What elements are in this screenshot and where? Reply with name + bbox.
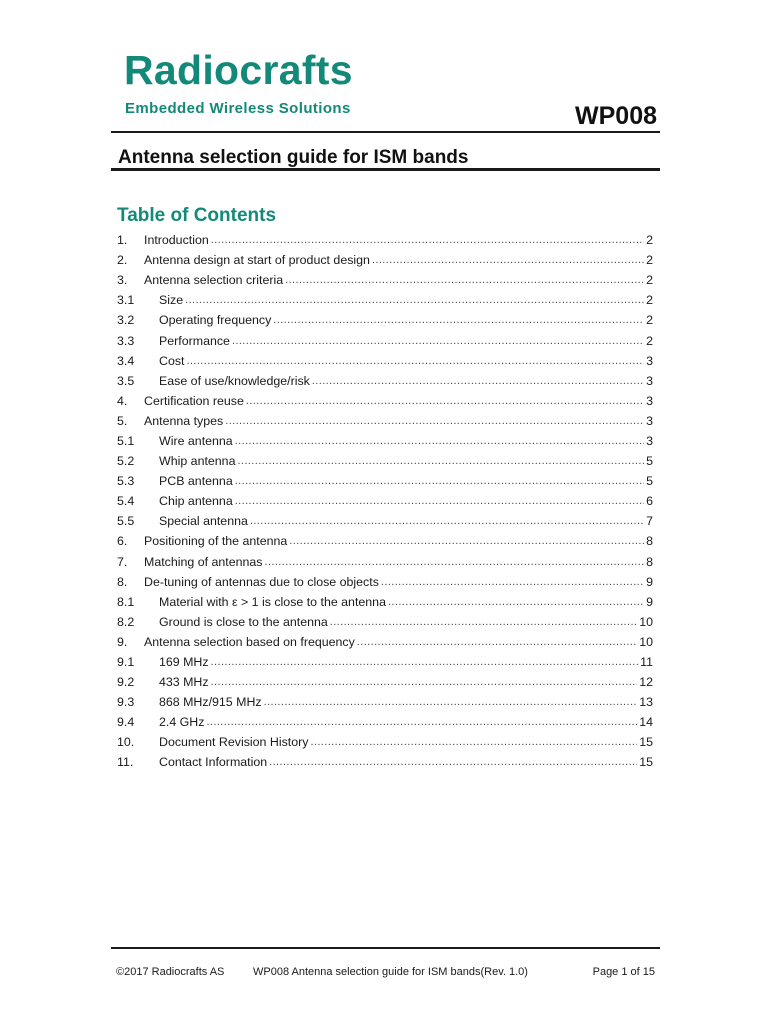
toc-entry[interactable] — [117, 351, 653, 371]
toc-entry-page: 9 — [646, 574, 653, 589]
toc-leader-dots — [246, 395, 644, 407]
toc-entry-page: 9 — [646, 594, 653, 609]
toc-leader-dots — [211, 234, 644, 246]
toc-entry-page: 3 — [646, 393, 653, 408]
toc-entry-number: 11. — [117, 755, 134, 770]
toc-entry-number: 8.1 — [117, 594, 135, 609]
toc-entry-title: Performance — [159, 333, 230, 348]
toc-entry-number: 3.1 — [117, 293, 135, 308]
toc-entry-number: 9.3 — [117, 695, 135, 710]
toc-entry-title: 2.4 GHz — [159, 715, 205, 730]
toc-entry-number: 9. — [117, 634, 128, 649]
toc-entry-page: 2 — [646, 313, 653, 328]
toc-leader-dots — [250, 515, 644, 527]
toc-entry-title: Introduction — [144, 233, 209, 248]
toc-leader-dots — [289, 535, 644, 547]
toc-entry-number: 5.2 — [117, 454, 135, 469]
toc-entry[interactable] — [117, 511, 653, 531]
toc-entry[interactable] — [117, 270, 653, 290]
toc-leader-dots — [206, 716, 637, 728]
toc-entry-title: PCB antenna — [159, 474, 233, 489]
toc-entry-title: Positioning of the antenna — [144, 534, 288, 549]
toc-entry-title: 868 MHz/915 MHz — [159, 695, 262, 710]
toc-leader-dots — [235, 495, 644, 507]
footer-divider — [111, 947, 660, 949]
footer-doc-ref: WP008 Antenna selection guide for ISM bands(Rev. 1.0) — [253, 966, 528, 978]
document-code: WP008 — [575, 102, 657, 130]
footer-page-number: Page 1 of 15 — [592, 966, 655, 978]
toc-entry-page: 2 — [646, 333, 653, 348]
toc-entry-number: 7. — [117, 554, 128, 569]
toc-entry[interactable] — [117, 672, 653, 692]
toc-leader-dots — [285, 274, 644, 286]
toc-entry-page: 2 — [646, 293, 653, 308]
toc-entry-number: 8. — [117, 574, 128, 589]
brand-tagline: Embedded Wireless Solutions — [125, 100, 351, 117]
toc-entry-number: 5.3 — [117, 474, 135, 489]
toc-entry[interactable] — [117, 652, 653, 672]
toc-entry-page: 14 — [639, 715, 653, 730]
toc-entry-number: 9.2 — [117, 675, 135, 690]
toc-entry-title: Certification reuse — [144, 393, 244, 408]
toc-entry-page: 8 — [646, 554, 653, 569]
toc-entry[interactable] — [117, 391, 653, 411]
toc-entry-title: Special antenna — [159, 514, 248, 529]
toc-entry-number: 4. — [117, 393, 128, 408]
toc-entry-title: Document Revision History — [159, 735, 309, 750]
toc-entry[interactable] — [117, 632, 653, 652]
toc-entry-title: Material with ε > 1 is close to the antenna — [159, 594, 386, 609]
toc-leader-dots — [381, 576, 644, 588]
toc-entry[interactable] — [117, 491, 653, 511]
toc-entry[interactable] — [117, 531, 653, 551]
toc-entry-number: 3. — [117, 273, 128, 288]
toc-entry-title: Matching of antennas — [144, 554, 263, 569]
toc-leader-dots — [372, 254, 644, 266]
toc-entry[interactable] — [117, 471, 653, 491]
toc-leader-dots — [237, 455, 644, 467]
toc-entry-title: Ease of use/knowledge/risk — [159, 373, 310, 388]
title-divider — [111, 168, 660, 171]
toc-entry-title: 433 MHz — [159, 675, 209, 690]
toc-entry-number: 5.5 — [117, 514, 135, 529]
toc-leader-dots — [357, 636, 637, 648]
toc-entry-page: 11 — [640, 655, 653, 670]
toc-entry-title: Wire antenna — [159, 433, 233, 448]
toc-entry-page: 3 — [646, 353, 653, 368]
toc-entry[interactable] — [117, 411, 653, 431]
toc-entry[interactable] — [117, 230, 653, 250]
toc-entry-title: Size — [159, 293, 184, 308]
toc-leader-dots — [211, 656, 639, 668]
toc-entry[interactable] — [117, 712, 653, 732]
toc-entry-number: 3.5 — [117, 373, 135, 388]
toc-entry-title: Cost — [159, 353, 185, 368]
toc-leader-dots — [264, 556, 644, 568]
toc-leader-dots — [312, 375, 644, 387]
toc-entry-title: Ground is close to the antenna — [159, 614, 328, 629]
toc-entry-title: Operating frequency — [159, 313, 272, 328]
toc-entry-page: 5 — [646, 474, 653, 489]
toc-entry[interactable] — [117, 330, 653, 350]
toc-entry[interactable] — [117, 692, 653, 712]
brand-logo-text: Radiocrafts — [124, 47, 353, 93]
toc-entry-page: 3 — [646, 373, 653, 388]
toc-entry-number: 1. — [117, 233, 128, 248]
toc-entry[interactable] — [117, 290, 653, 310]
toc-entry[interactable] — [117, 612, 653, 632]
toc-entry-number: 6. — [117, 534, 128, 549]
toc-entry-title: Antenna selection based on frequency — [144, 634, 355, 649]
toc-leader-dots — [232, 335, 644, 347]
toc-entry-page: 10 — [639, 614, 653, 629]
toc-entry-number: 3.2 — [117, 313, 135, 328]
toc-entry-number: 3.3 — [117, 333, 135, 348]
toc-leader-dots — [235, 475, 644, 487]
toc-leader-dots — [211, 676, 638, 688]
toc-entry-title: Contact Information — [159, 755, 268, 770]
toc-entry[interactable] — [117, 451, 653, 471]
header-divider — [111, 131, 660, 133]
toc-entry[interactable] — [117, 732, 653, 752]
toc-entry[interactable] — [117, 250, 653, 270]
toc-entry-title: 169 MHz — [159, 655, 209, 670]
toc-entry-page: 7 — [646, 514, 653, 529]
toc-entry-page: 5 — [646, 454, 653, 469]
toc-entry-number: 9.1 — [117, 655, 135, 670]
toc-entry-title: Antenna types — [144, 413, 224, 428]
toc-entry-page: 13 — [639, 695, 653, 710]
toc-entry-number: 9.4 — [117, 715, 135, 730]
toc-entry-number: 10. — [117, 735, 135, 750]
toc-entry-number: 8.2 — [117, 614, 135, 629]
toc-leader-dots — [225, 415, 644, 427]
toc-leader-dots — [388, 596, 644, 608]
toc-leader-dots — [185, 294, 644, 306]
toc-entry[interactable] — [117, 310, 653, 330]
toc-entry-page: 3 — [646, 433, 653, 448]
toc-entry-title: Whip antenna — [159, 454, 236, 469]
toc-entry-page: 2 — [646, 253, 653, 268]
toc-entry-number: 2. — [117, 253, 128, 268]
toc-entry-page: 8 — [646, 534, 653, 549]
toc-entry-page: 2 — [646, 273, 653, 288]
toc-entry-title: Antenna design at start of product design — [144, 253, 370, 268]
toc-entry-number: 5.4 — [117, 494, 135, 509]
toc-entry-page: 6 — [646, 494, 653, 509]
toc-entry-title: Chip antenna — [159, 494, 233, 509]
toc-heading: Table of Contents — [117, 205, 277, 226]
toc-entry-page: 10 — [639, 634, 653, 649]
toc-entry-title: Antenna selection criteria — [144, 273, 284, 288]
table-of-contents — [117, 230, 653, 773]
toc-entry[interactable] — [117, 592, 653, 612]
toc-entry-number: 3.4 — [117, 353, 135, 368]
toc-entry-number: 5. — [117, 413, 128, 428]
toc-leader-dots — [264, 696, 638, 708]
toc-leader-dots — [273, 314, 644, 326]
toc-entry-page: 3 — [646, 413, 653, 428]
document-title: Antenna selection guide for ISM bands — [118, 147, 469, 168]
toc-leader-dots — [330, 616, 637, 628]
toc-entry[interactable] — [117, 572, 653, 592]
toc-entry[interactable] — [117, 431, 653, 451]
toc-entry-number: 5.1 — [117, 433, 135, 448]
toc-entry-page: 2 — [646, 233, 653, 248]
toc-entry[interactable] — [117, 552, 653, 572]
footer-copyright: ©2017 Radiocrafts AS — [116, 966, 225, 978]
toc-entry[interactable] — [117, 371, 653, 391]
toc-entry[interactable] — [117, 752, 653, 772]
toc-leader-dots — [235, 435, 644, 447]
toc-entry-page: 12 — [639, 675, 653, 690]
toc-entry-page: 15 — [639, 735, 653, 750]
toc-leader-dots — [186, 355, 644, 367]
toc-entry-page: 15 — [639, 755, 653, 770]
toc-leader-dots — [269, 756, 637, 768]
toc-entry-title: De-tuning of antennas due to close objects — [144, 574, 379, 589]
toc-leader-dots — [310, 736, 637, 748]
